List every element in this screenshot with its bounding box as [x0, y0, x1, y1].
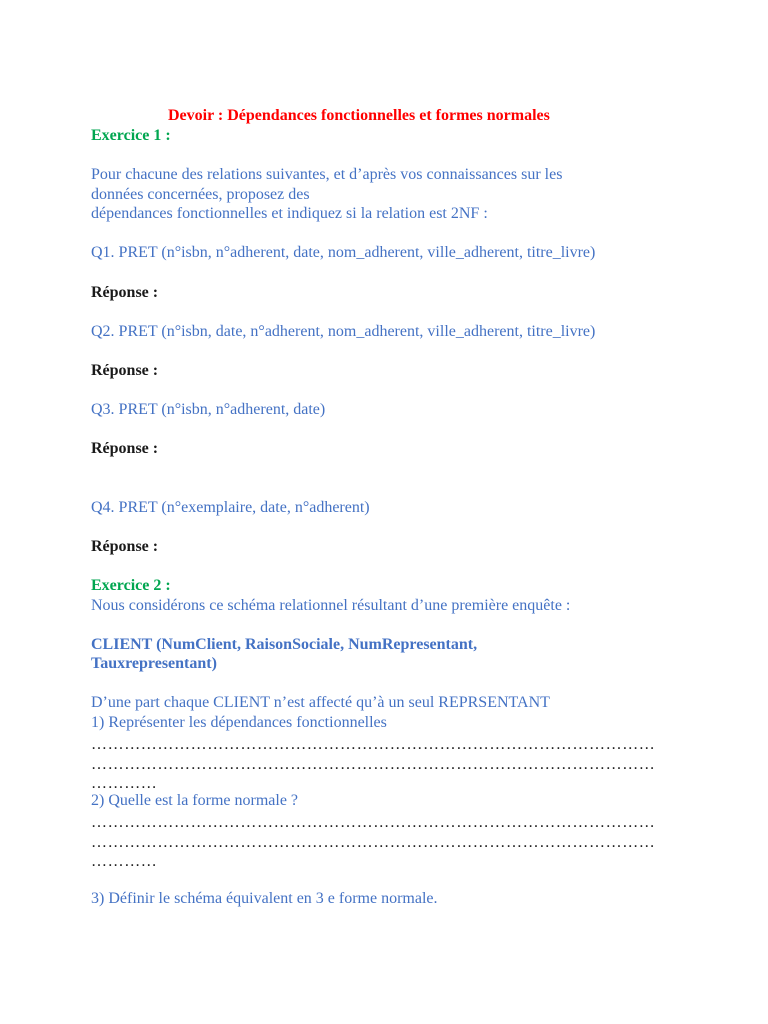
answer-dots-2c: ………… [91, 853, 158, 870]
exercise-1-intro-line-2: données concernées, proposez des [91, 186, 310, 203]
client-schema-line-2: Tauxrepresentant) [91, 655, 217, 672]
item-2: 2) Quelle est la forme normale ? [91, 792, 299, 809]
exercise-1-intro-line-1: Pour chacune des relations suivantes, et d’après vos connaissances sur les [91, 166, 563, 183]
question-2: Q2. PRET (n°isbn, date, n°adherent, nom_adherent, ville_adherent, titre_livre) [91, 323, 596, 340]
answer-dots-1c: ………… [91, 775, 158, 792]
answer-label-1: Réponse : [91, 284, 159, 301]
answer-label-3: Réponse : [91, 440, 159, 457]
answer-dots-2a: ………………………………………………………………………………………… [91, 814, 656, 831]
exercise-2-heading: Exercice 2 : [91, 577, 171, 594]
exercise-2-intro: Nous considérons ce schéma relationnel résultant d’une première enquête : [91, 597, 571, 614]
item-3: 3) Définir le schéma équivalent en 3 e forme normale. [91, 890, 438, 907]
item-1: 1) Représenter les dépendances fonctionnelles [91, 714, 387, 731]
exercise-1-intro-line-3: dépendances fonctionnelles et indiquez si la relation est 2NF : [91, 205, 488, 222]
question-3: Q3. PRET (n°isbn, n°adherent, date) [91, 401, 326, 418]
question-1: Q1. PRET (n°isbn, n°adherent, date, nom_adherent, ville_adherent, titre_livre) [91, 244, 596, 261]
client-schema-line-1: CLIENT (NumClient, RaisonSociale, NumRepresentant, [91, 636, 478, 653]
answer-dots-1a: ………………………………………………………………………………………… [91, 736, 656, 753]
answer-label-2: Réponse : [91, 362, 159, 379]
document-title: Devoir : Dépendances fonctionnelles et formes normales [168, 107, 550, 124]
answer-label-4: Réponse : [91, 538, 159, 555]
exercise-1-heading: Exercice 1 : [91, 127, 171, 144]
answer-dots-2b: ………………………………………………………………………………………… [91, 834, 656, 851]
question-4: Q4. PRET (n°exemplaire, date, n°adherent) [91, 499, 370, 516]
answer-dots-1b: ………………………………………………………………………………………… [91, 756, 656, 773]
client-statement: D’une part chaque CLIENT n’est affecté qu’à un seul REPRSENTANT [91, 694, 550, 711]
